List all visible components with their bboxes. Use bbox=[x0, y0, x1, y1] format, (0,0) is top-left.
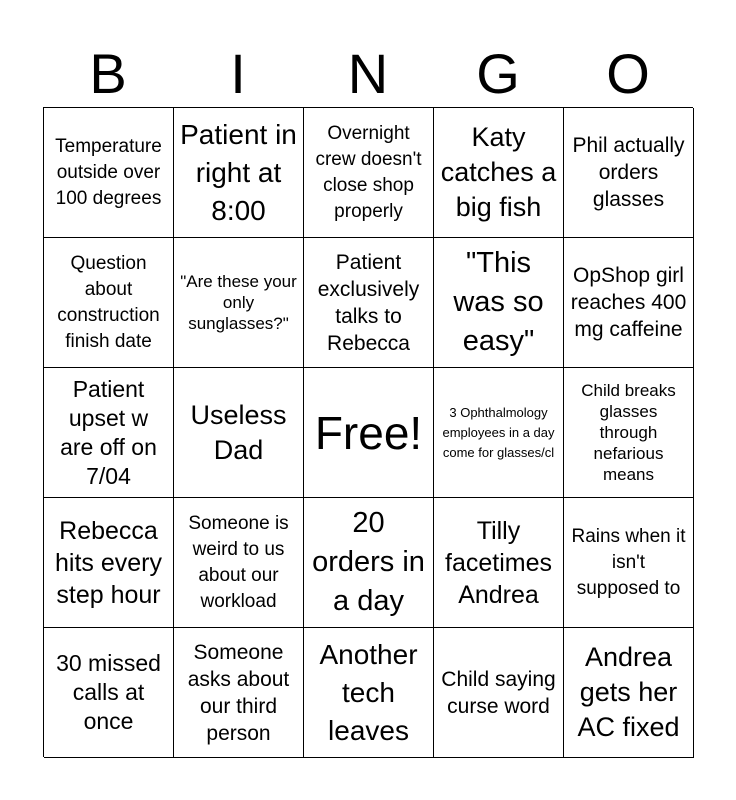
bingo-cell[interactable] bbox=[434, 628, 564, 758]
bingo-cell[interactable] bbox=[304, 108, 434, 238]
cell-text: Another tech leaves bbox=[319, 638, 418, 746]
header-letter-o: O bbox=[606, 42, 650, 105]
bingo-cell[interactable] bbox=[564, 628, 694, 758]
cell-text: 20 orders in a day bbox=[312, 507, 425, 617]
bingo-cell[interactable] bbox=[304, 238, 434, 368]
bingo-cell free-space[interactable] bbox=[304, 368, 434, 498]
header-letter-i: I bbox=[230, 42, 246, 105]
bingo-cell[interactable] bbox=[174, 108, 304, 238]
bingo-cell[interactable] bbox=[434, 498, 564, 628]
cell-text: Katy catches a big fish bbox=[440, 122, 557, 222]
header-letter-n: N bbox=[347, 42, 389, 105]
cell-text: Rains when it isn't supposed to bbox=[571, 525, 686, 599]
cell-text: Child saying curse word bbox=[441, 667, 556, 718]
bingo-cell[interactable] bbox=[564, 108, 694, 238]
cell-text: Rebecca hits every step hour bbox=[55, 516, 162, 609]
cell-text: OpShop girl reaches 400 mg caffeine bbox=[570, 264, 687, 341]
bingo-cell[interactable] bbox=[174, 238, 304, 368]
bingo-cell[interactable] bbox=[44, 238, 174, 368]
cell-text: Overnight crew doesn't close shop properly bbox=[315, 122, 422, 222]
cell-text: Tilly facetimes Andrea bbox=[445, 516, 552, 609]
bingo-cell[interactable] bbox=[44, 628, 174, 758]
cell-text: 30 missed calls at once bbox=[56, 650, 161, 734]
free-space-text: Free! bbox=[314, 406, 423, 459]
cell-text: Phil actually orders glasses bbox=[572, 134, 685, 211]
cell-text: Temperature outside over 100 degrees bbox=[55, 135, 162, 209]
cell-text: Child breaks glasses through nefarious means bbox=[581, 381, 676, 484]
cell-text: Patient upset w are off on 7/04 bbox=[60, 375, 157, 489]
cell-text: "Are these your only sunglasses?" bbox=[180, 272, 297, 333]
cell-text: Andrea gets her AC fixed bbox=[577, 642, 680, 742]
bingo-cell[interactable] bbox=[434, 368, 564, 498]
cell-text: Useless Dad bbox=[190, 399, 287, 465]
bingo-cell[interactable] bbox=[304, 628, 434, 758]
bingo-cell[interactable] bbox=[434, 238, 564, 368]
cell-text: "This was so easy" bbox=[453, 247, 544, 357]
header-letter-g: G bbox=[476, 42, 520, 105]
bingo-cell[interactable] bbox=[304, 498, 434, 628]
bingo-cell[interactable] bbox=[434, 108, 564, 238]
cell-text: Patient in right at 8:00 bbox=[180, 118, 297, 226]
bingo-cell[interactable] bbox=[174, 628, 304, 758]
cell-text: Question about construction finish date bbox=[57, 252, 160, 352]
bingo-cell[interactable] bbox=[174, 368, 304, 498]
bingo-cell[interactable] bbox=[564, 368, 694, 498]
cell-text: 3 Ophthalmology employees in a day come for glasses/cl bbox=[442, 404, 555, 460]
cell-text: Patient exclusively talks to Rebecca bbox=[317, 250, 420, 355]
cell-text: Someone is weird to us about our workload bbox=[188, 512, 289, 612]
header-letter-b: B bbox=[89, 42, 127, 105]
bingo-cell[interactable] bbox=[174, 498, 304, 628]
bingo-cell[interactable] bbox=[44, 108, 174, 238]
cell-text: Someone asks about our third person bbox=[187, 640, 290, 745]
bingo-cell[interactable] bbox=[44, 368, 174, 498]
bingo-cell[interactable] bbox=[44, 498, 174, 628]
bingo-header bbox=[43, 40, 693, 108]
bingo-cell[interactable] bbox=[564, 498, 694, 628]
bingo-cell[interactable] bbox=[564, 238, 694, 368]
bingo-card-grid bbox=[43, 107, 693, 757]
